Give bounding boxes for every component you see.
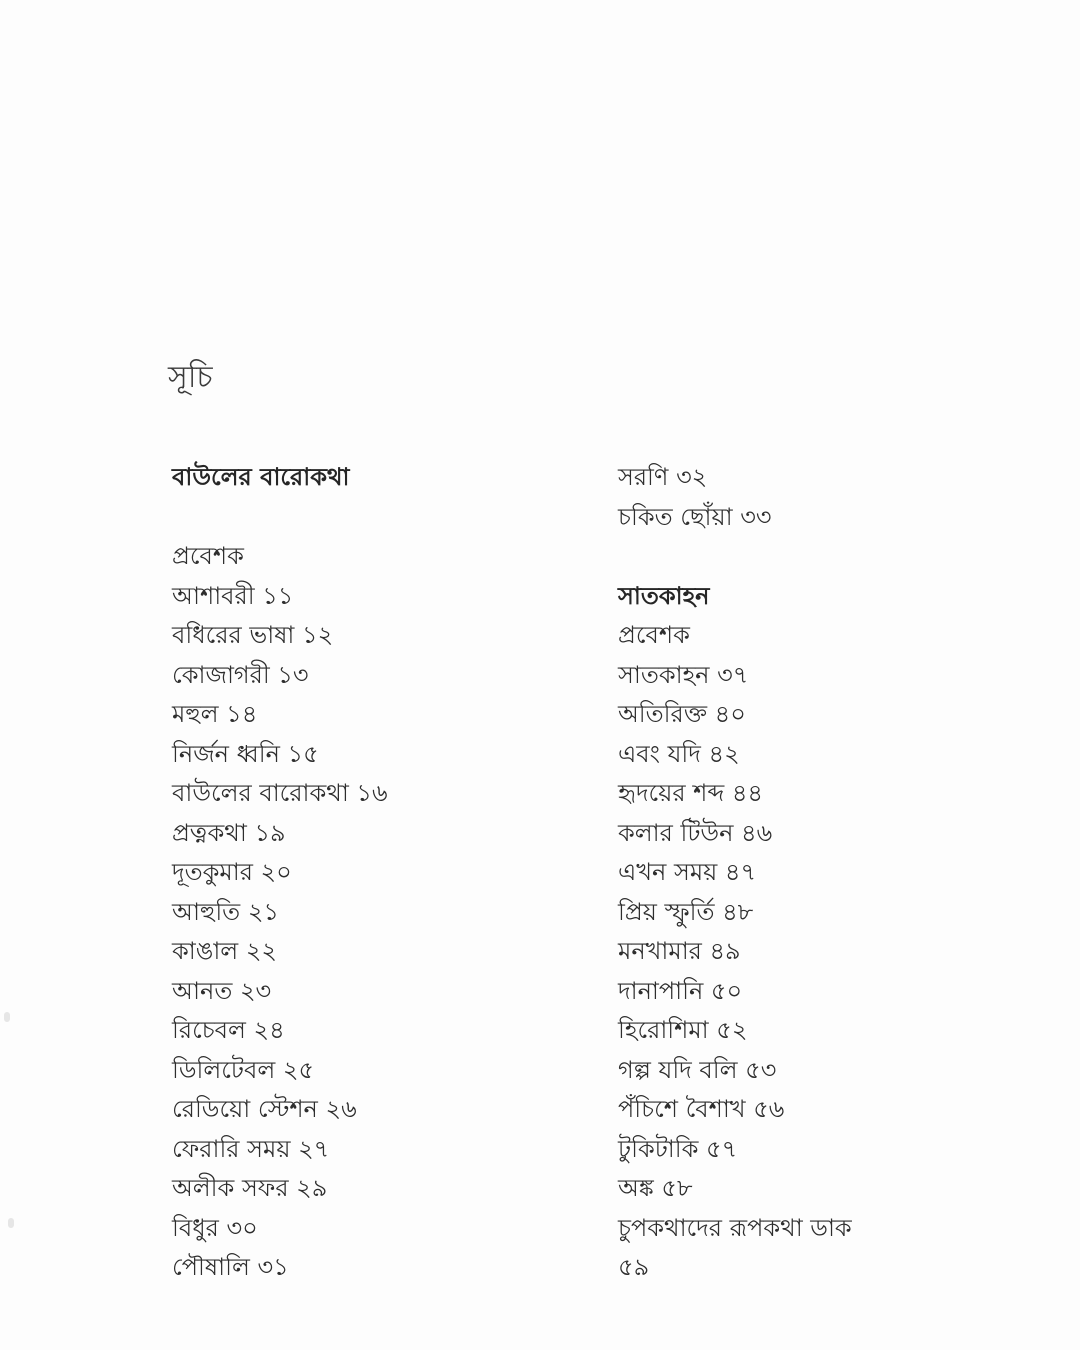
scan-speck	[4, 1012, 10, 1022]
contents-entry: কোজাগরী ১৩	[172, 660, 309, 689]
contents-entry: এবং যদি ৪২	[618, 739, 740, 768]
contents-entry: পঁচিশে বৈশাখ ৫৬	[618, 1095, 785, 1123]
contents-entry-page-number: ৫৯	[618, 1253, 650, 1281]
contents-entry: চকিত ছোঁয়া ৩৩	[618, 502, 772, 531]
contents-entry: প্রত্নকথা ১৯	[172, 818, 286, 847]
contents-entry: রেডিয়ো স্টেশন ২৬	[172, 1095, 357, 1123]
section-intro: প্রবেশক	[172, 542, 244, 570]
contents-entry: কাঙাল ২২	[172, 937, 278, 965]
section-intro: প্রবেশক	[618, 621, 690, 649]
contents-entry: মহুল ১৪	[172, 700, 258, 728]
contents-entry: বাউলের বারোকথা ১৬	[172, 779, 388, 807]
contents-entry: সরণি ৩২	[618, 463, 708, 491]
section-heading: বাউলের বারোকথা	[172, 463, 350, 491]
page-title: সূচি	[168, 360, 213, 395]
contents-right-column	[618, 458, 1018, 1288]
section-heading: সাতকাহন	[618, 581, 710, 610]
contents-entry: পৌষালি ৩১	[172, 1253, 289, 1281]
contents-entry: কলার টিউন ৪৬	[618, 818, 773, 847]
section-spacer	[618, 537, 1018, 577]
contents-entry: রিচেবল ২৪	[172, 1016, 285, 1044]
contents-entry: প্রিয় স্ফুর্তি ৪৮	[618, 897, 754, 926]
section-spacer	[172, 498, 552, 538]
contents-entry: সাতকাহন ৩৭	[618, 660, 749, 689]
contents-entry: গল্প যদি বলি ৫৩	[618, 1055, 777, 1084]
contents-entry: ফেরারি সময় ২৭	[172, 1134, 330, 1163]
contents-entry: নির্জন ধ্বনি ১৫	[172, 739, 319, 768]
contents-entry: হৃদয়ের শব্দ ৪৪	[618, 779, 763, 807]
contents-entry: অতিরিক্ত ৪০	[618, 700, 746, 728]
contents-entry: মনখামার ৪৯	[618, 937, 741, 965]
contents-entry: আশাবরী ১১	[172, 581, 294, 610]
contents-entry: দানাপানি ৫০	[618, 976, 743, 1005]
contents-entry: অলীক সফর ২৯	[172, 1174, 328, 1202]
scan-speck	[8, 1218, 14, 1228]
contents-entry: বধিরের ভাষা ১২	[172, 621, 334, 649]
contents-left-column	[172, 458, 552, 1288]
contents-entry: আহুতি ২১	[172, 897, 279, 926]
contents-entry: ডিলিটেবল ২৫	[172, 1055, 315, 1084]
contents-entry: এখন সময় ৪৭	[618, 858, 757, 886]
contents-entry: বিধুর ৩০	[172, 1213, 258, 1242]
contents-entry: দূতকুমার ২০	[172, 858, 292, 886]
contents-entry: অঙ্ক ৫৮	[618, 1174, 693, 1202]
contents-entry: চুপকথাদের রূপকথা ডাক	[618, 1213, 852, 1242]
contents-entry: আনত ২৩	[172, 976, 272, 1005]
contents-entry: টুকিটাকি ৫৭	[618, 1134, 738, 1163]
contents-entry: হিরোশিমা ৫২	[618, 1016, 748, 1044]
